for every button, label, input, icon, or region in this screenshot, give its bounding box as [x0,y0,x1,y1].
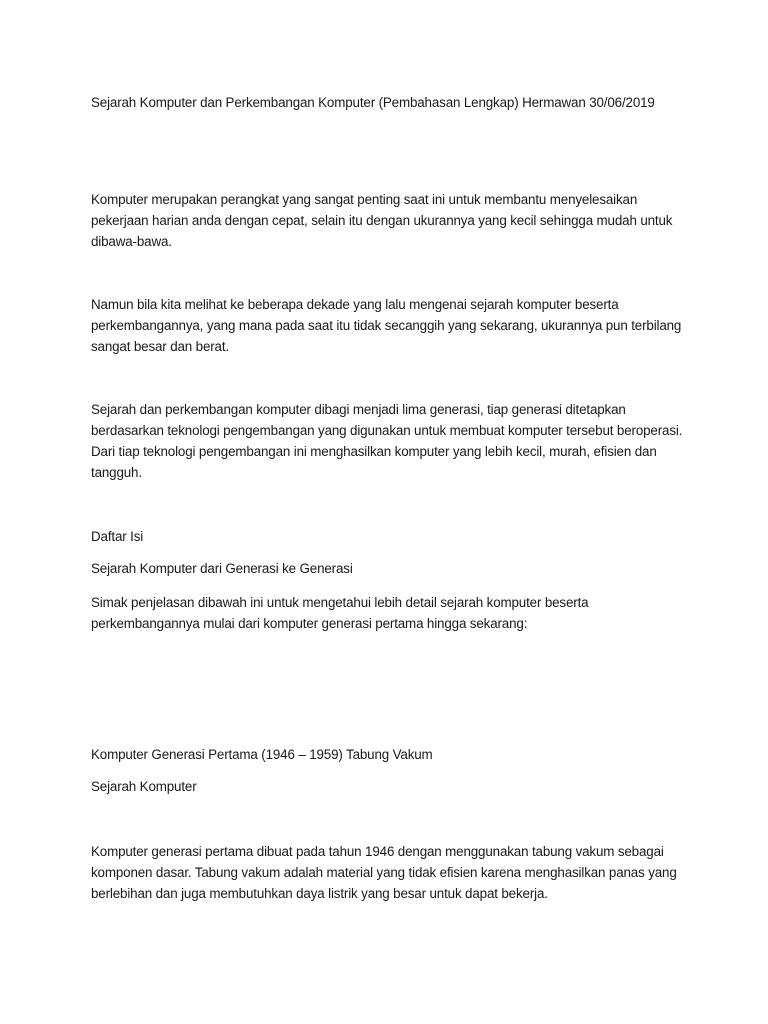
document-header-line [91,92,681,113]
text-line: Sejarah Komputer [91,779,197,794]
toc-label [91,526,681,547]
section-heading-first-generation [91,744,681,765]
text-line: Komputer generasi pertama dibuat pada tahun 1946 dengan menggunakan tabung vakum sebagai [91,844,664,859]
text-line: perkembangannya, yang mana pada saat itu tidak secanggih yang sekarang, ukurannya pun terbilang [91,318,682,333]
paragraph-explanation [91,592,681,634]
section-heading-generations [91,558,681,579]
text-line: Sejarah Komputer dari Generasi ke Generasi [91,561,353,576]
text-line: Dari tiap teknologi pengembangan ini menghasilkan komputer yang lebih kecil, murah, efisien dan [91,444,657,459]
paragraph-intro [91,189,681,252]
text-line: Daftar Isi [91,529,144,544]
text-line: pekerjaan harian anda dengan cepat, selain itu dengan ukurannya yang kecil sehingga mudah untuk [91,213,673,228]
text-line: komponen dasar. Tabung vakum adalah material yang tidak efisien karena menghasilkan panas yang [91,865,677,880]
text-line: Namun bila kita melihat ke beberapa dekade yang lalu mengenai sejarah komputer beserta [91,297,619,312]
text-line: dibawa-bawa. [91,234,172,249]
section-subheading [91,776,681,797]
paragraph-first-generation [91,841,681,904]
text-line: Simak penjelasan dibawah ini untuk mengetahui lebih detail sejarah komputer beserta [91,595,589,610]
paragraph-generations [91,399,681,483]
text-line: perkembangannya mulai dari komputer generasi pertama hingga sekarang: [91,616,528,631]
text-line: Komputer Generasi Pertama (1946 – 1959) Tabung Vakum [91,747,433,762]
paragraph-history [91,294,681,357]
text-line: tangguh. [91,465,142,480]
text-line: Komputer merupakan perangkat yang sangat penting saat ini untuk membantu menyelesaikan [91,192,638,207]
header-text: Sejarah Komputer dan Perkembangan Komputer (Pembahasan Lengkap) Hermawan 30/06/2019 [91,95,655,110]
text-line: berdasarkan teknologi pengembangan yang digunakan untuk membuat komputer tersebut beroperasi. [91,423,683,438]
text-line: Sejarah dan perkembangan komputer dibagi menjadi lima generasi, tiap generasi ditetapkan [91,402,626,417]
text-line: berlebihan dan juga membutuhkan daya listrik yang besar untuk dapat bekerja. [91,886,548,901]
text-line: sangat besar dan berat. [91,339,229,354]
